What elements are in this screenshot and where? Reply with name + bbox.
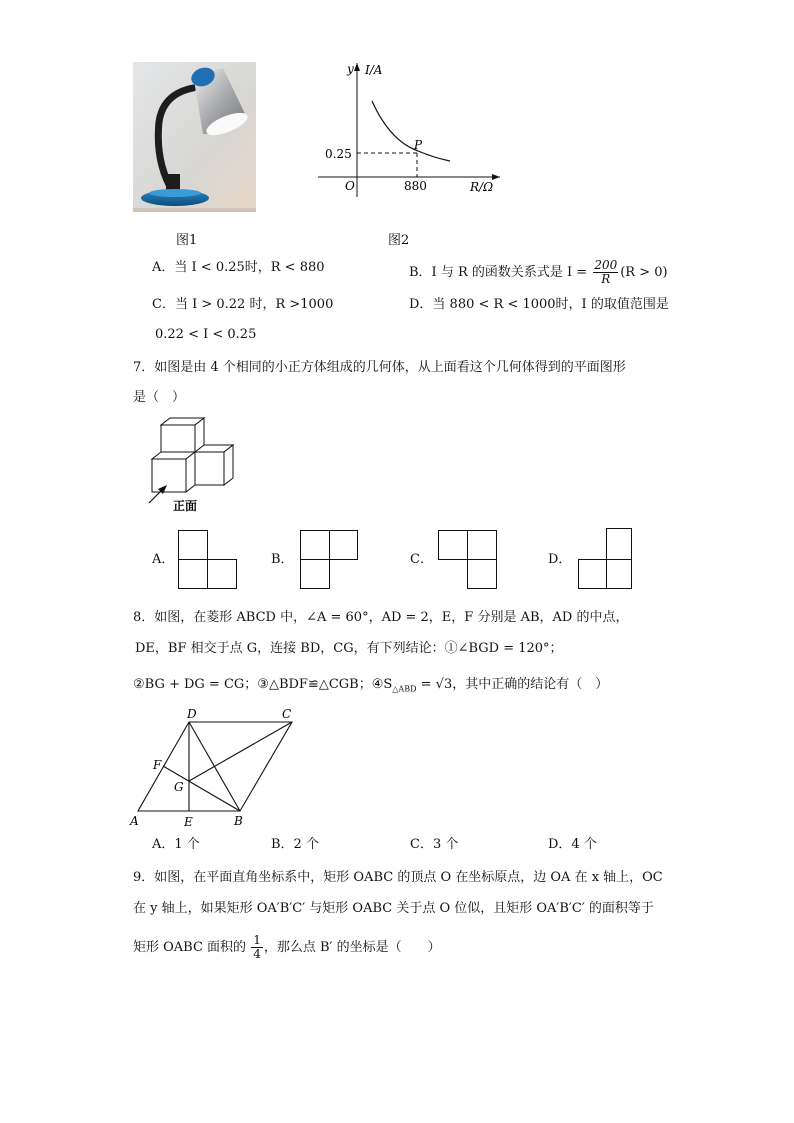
q8-option-b: B．2 个 bbox=[271, 837, 319, 852]
y-axis-label: I/A bbox=[365, 63, 383, 77]
q7-stem-line1: 7．如图是由 4 个相同的小正方体组成的几何体，从上面看这个几何体得到的平面图形 bbox=[133, 360, 626, 375]
origin-label: O bbox=[345, 179, 355, 193]
point-c-label: C bbox=[282, 707, 292, 721]
q7-option-b-label: B． bbox=[271, 552, 294, 567]
point-b-label: B bbox=[234, 814, 243, 828]
q7-stem-line2: 是（ ） bbox=[133, 390, 186, 405]
point-g-label: G bbox=[174, 780, 184, 794]
q6-option-d: D．当 880 < R < 1000时，I 的取值范围是 bbox=[409, 297, 669, 312]
q9-stem-line3: 矩形 OABC 面积的 $\frac{1}{4}$ ，那么点 B′ 的坐标是（ ） bbox=[133, 933, 441, 961]
q8-option-c: C．3 个 bbox=[410, 837, 459, 852]
point-a-label: A bbox=[130, 814, 139, 828]
q9-stem-line2: 在 y 轴上，如果矩形 OA′B′C′ 与矩形 OABC 关于点 O 位似，且矩形 OA′B′C′ 的面积等于 bbox=[133, 901, 654, 916]
q7-option-c-label: C． bbox=[410, 552, 433, 567]
q8-stem-line1: 8．如图，在菱形 ABCD 中，∠A = 60°，AD = 2，E，F 分别是 AB，AD 的中点， bbox=[133, 610, 629, 625]
y-tick-label: 0.25 bbox=[325, 147, 352, 161]
q6-option-a: A．当 I < 0.25时，R < 880 bbox=[152, 260, 325, 275]
q8-stem-line2: DE，BF 相交于点 G，连接 BD，CG，有下列结论：①∠BGD = 120°； bbox=[135, 641, 563, 656]
point-e-label: E bbox=[184, 815, 193, 829]
q6-option-c: C．当 I > 0.22 时，R >1000 bbox=[152, 297, 334, 312]
point-p-label: P bbox=[414, 138, 423, 152]
q9-stem-line1: 9．如图，在平面直角坐标系中，矩形 OABC 的顶点 O 在坐标原点，边 OA 在 x 轴上，OC bbox=[133, 870, 663, 885]
point-f-label: F bbox=[153, 758, 162, 772]
q7-option-a-label: A． bbox=[152, 552, 175, 567]
q7-option-b-figure bbox=[300, 530, 360, 590]
x-axis-label: R/Ω bbox=[470, 180, 494, 194]
fig1-caption: 图1 bbox=[176, 233, 198, 248]
cube-solid-figure bbox=[145, 415, 240, 515]
y-axis-var: y bbox=[347, 62, 354, 76]
q7-option-c-figure bbox=[438, 530, 498, 590]
rhombus-figure bbox=[130, 705, 305, 830]
front-view-label: 正面 bbox=[173, 499, 198, 513]
hyperbola-curve bbox=[372, 101, 450, 161]
q6-option-b: B．I 与 R 的函数关系式是 I = $\frac{200}{R}$ (R > 0) bbox=[409, 258, 668, 286]
q7-option-d-figure bbox=[578, 528, 638, 590]
fig2-caption: 图2 bbox=[388, 233, 410, 248]
desk-lamp-photo bbox=[133, 62, 256, 212]
current-resistance-graph bbox=[310, 55, 510, 205]
q8-stem-line3: ②BG + DG = CG；③△BDF≌△CGB；$④S_{\triangle ABD} = √3$，其中正确的结论有（ ） bbox=[133, 677, 609, 694]
q7-option-d-label: D． bbox=[548, 552, 572, 567]
q6-option-d-range: 0.22 < I < 0.25 bbox=[155, 327, 257, 342]
q8-option-a: A．1 个 bbox=[152, 837, 200, 852]
point-d-label: D bbox=[187, 707, 197, 721]
q7-option-a-figure bbox=[178, 530, 238, 590]
q8-option-d: D．4 个 bbox=[548, 837, 597, 852]
x-tick-label: 880 bbox=[404, 179, 427, 193]
